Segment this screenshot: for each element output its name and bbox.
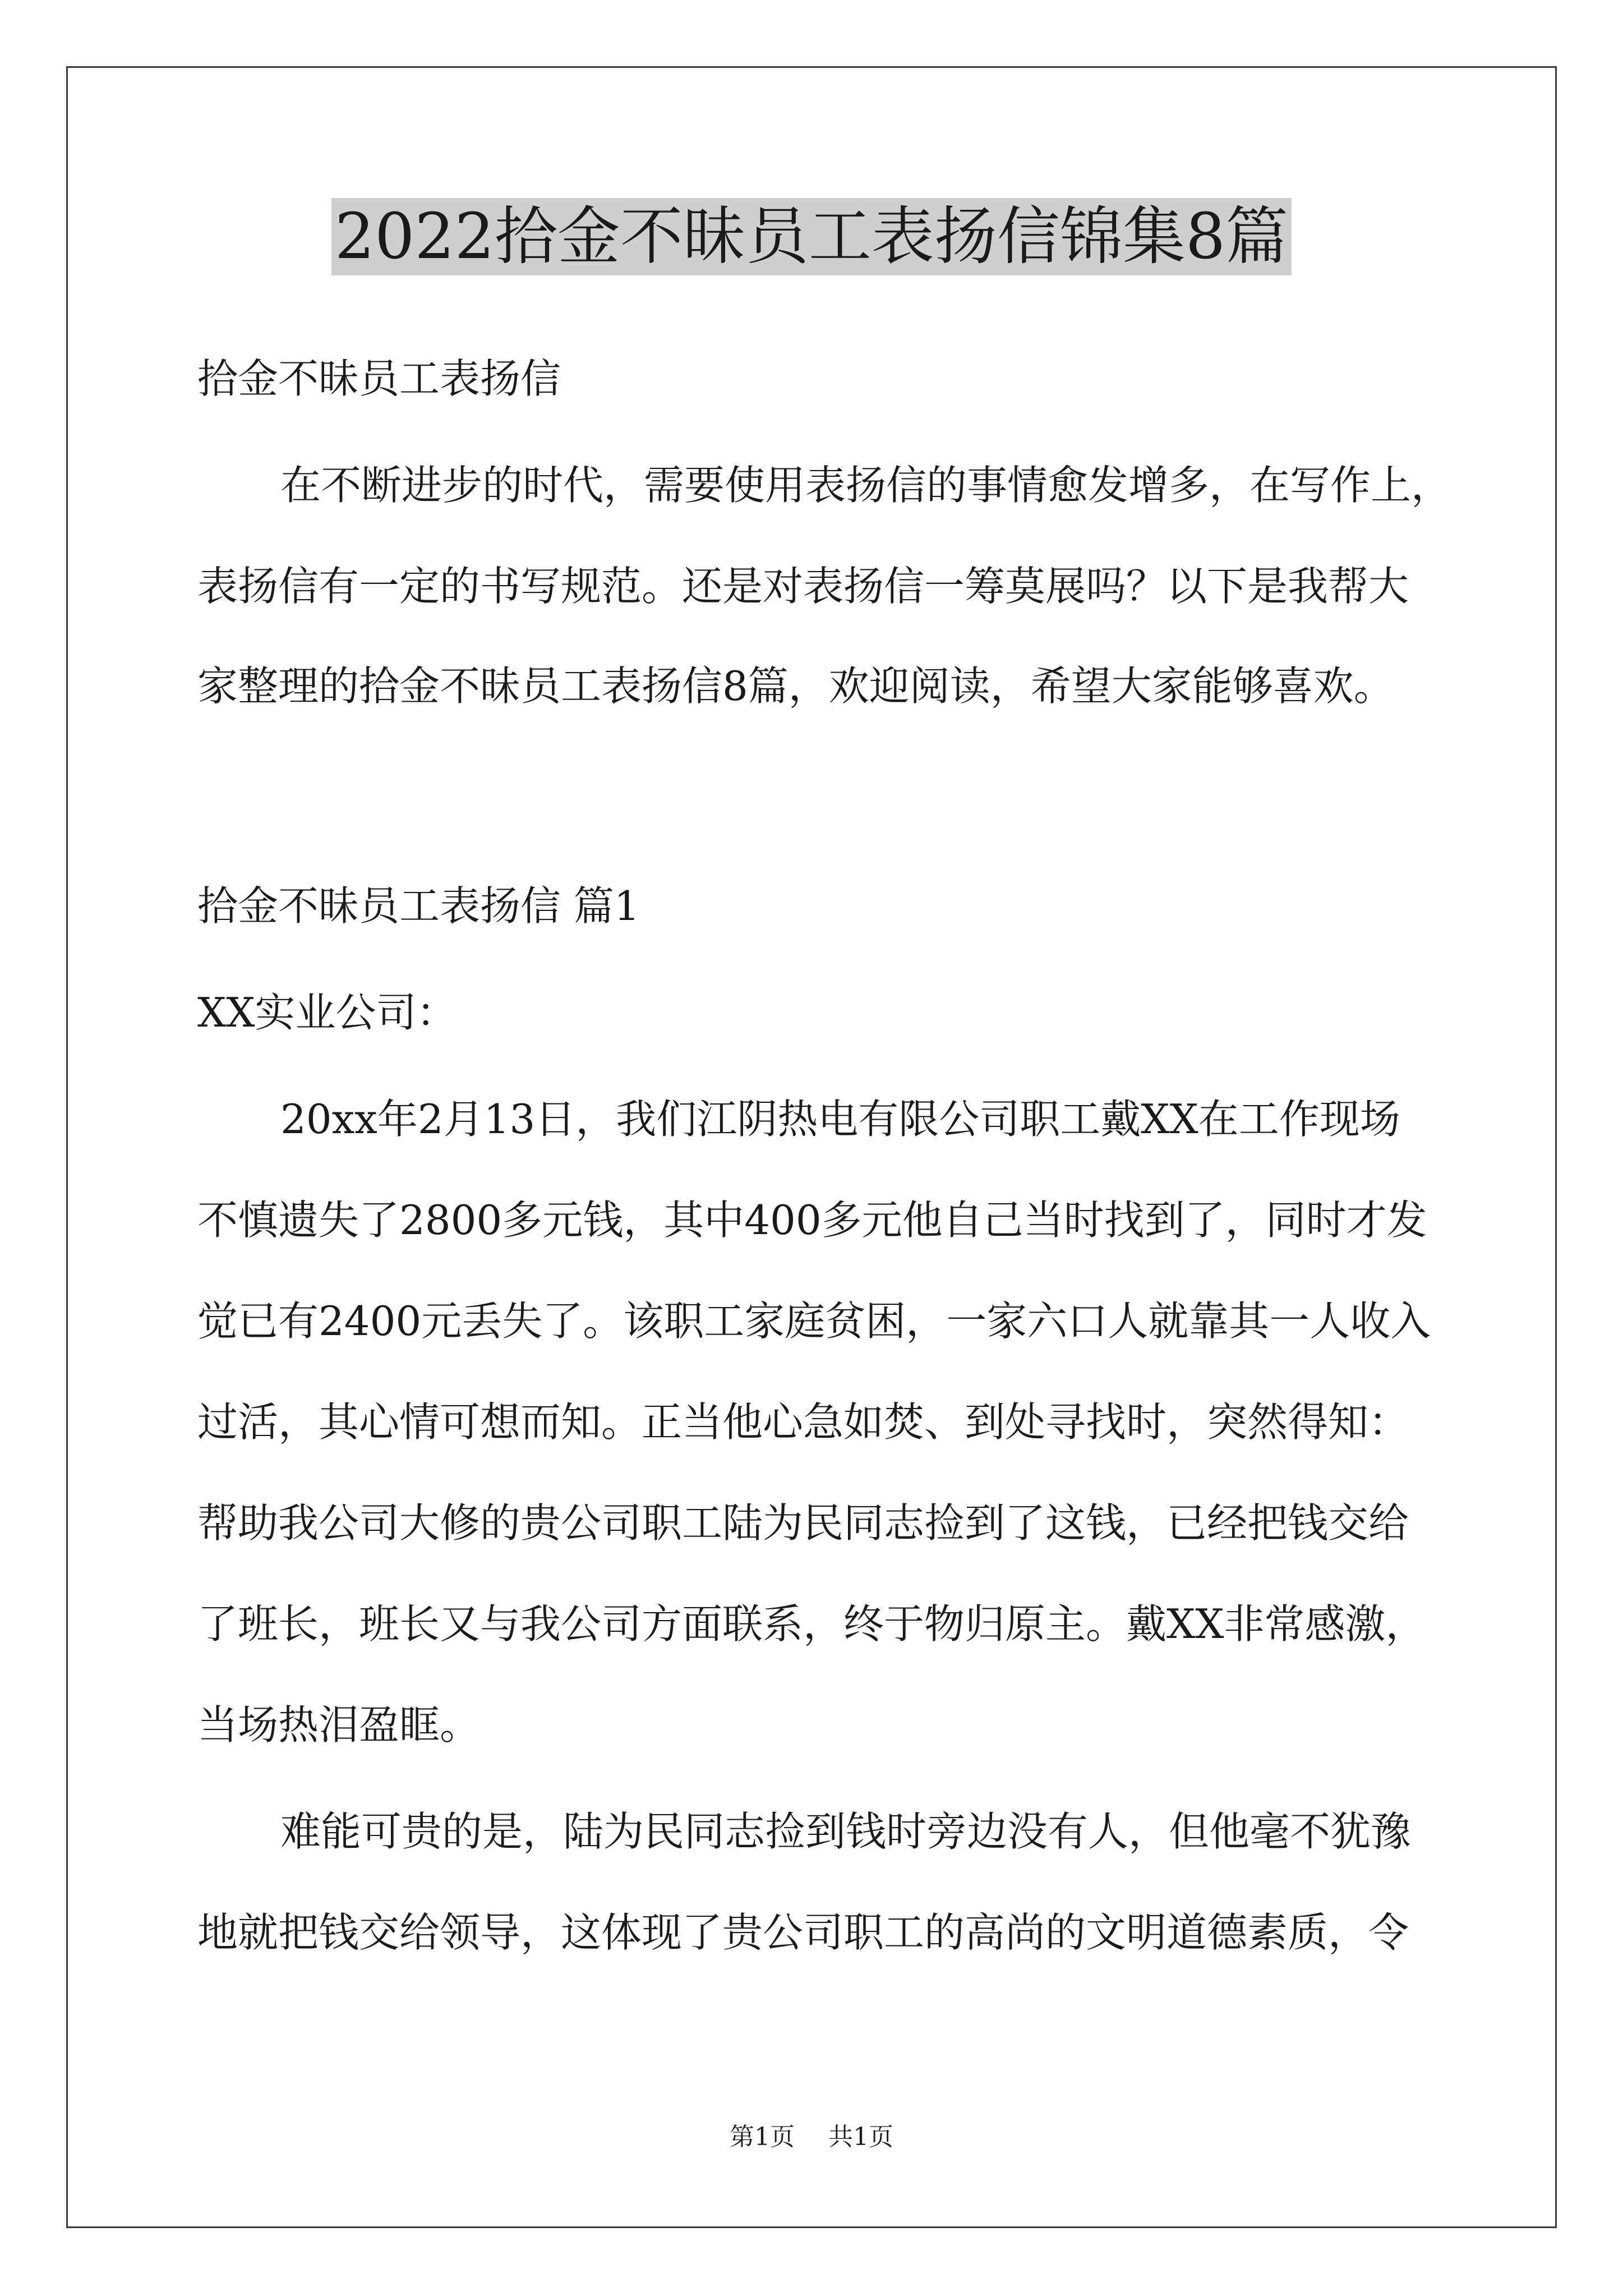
paragraph1-line-3: 觉已有2400元丢失了。该职工家庭贫困，一家六口人就靠其一人收入 <box>197 1297 1431 1345</box>
page-number: 第1页 <box>730 2123 795 2151</box>
intro-line-1: 在不断进步的时代，需要使用表扬信的事情愈发增多，在写作上， <box>280 462 1452 509</box>
paragraph1-line-2: 不慎遗失了2800多元钱，其中400多元他自己当时找到了，同时才发 <box>197 1197 1427 1244</box>
document-title-text: 2022拾金不昧员工表扬信锦集8篇 <box>331 198 1292 275</box>
paragraph1-line-1: 20xx年2月13日，我们江阴热电有限公司职工戴XX在工作现场 <box>280 1096 1400 1143</box>
salutation: XX实业公司： <box>197 989 457 1036</box>
paragraph1-line-4: 过活，其心情可想而知。正当他心急如焚、到处寻找时，突然得知： <box>197 1398 1409 1446</box>
paragraph2-line-2: 地就把钱交给领导，这体现了贵公司职工的高尚的文明道德素质，令 <box>197 1909 1409 1956</box>
paragraph1-line-7: 当场热泪盈眶。 <box>197 1701 481 1749</box>
intro-line-2: 表扬信有一定的书写规范。还是对表扬信一筹莫展吗？以下是我帮大 <box>197 563 1409 610</box>
section-heading: 拾金不昧员工表扬信 篇1 <box>197 882 640 930</box>
document-title <box>0 197 1623 276</box>
paragraph1-line-6: 了班长，班长又与我公司方面联系，终于物归原主。戴XX非常感激， <box>197 1600 1426 1648</box>
paragraph1-line-5: 帮助我公司大修的贵公司职工陆为民同志捡到了这钱，已经把钱交给 <box>197 1499 1409 1547</box>
page-footer <box>0 2120 1623 2154</box>
intro-line-3: 家整理的拾金不昧员工表扬信8篇，欢迎阅读，希望大家能够喜欢。 <box>197 662 1394 710</box>
page-total: 共1页 <box>828 2123 893 2151</box>
subtitle: 拾金不昧员工表扬信 <box>197 355 561 402</box>
paragraph2-line-1: 难能可贵的是，陆为民同志捡到钱时旁边没有人，但他毫不犹豫 <box>280 1808 1412 1855</box>
